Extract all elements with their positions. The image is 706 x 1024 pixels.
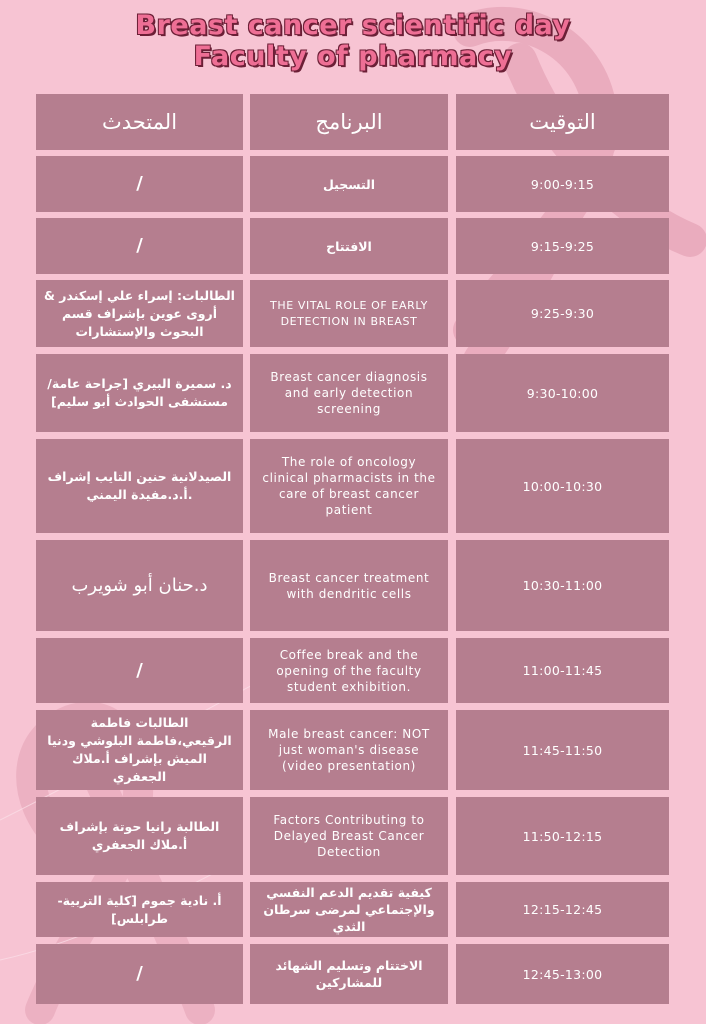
speaker-cell: / [36, 218, 243, 274]
time-cell: 12:15-12:45 [456, 882, 669, 937]
program-cell: كيفية تقديم الدعم النفسي والإجتماعي لمرضى سرطان الثدي [250, 882, 448, 937]
time-cell: 9:25-9:30 [456, 280, 669, 347]
time-cell: 12:45-13:00 [456, 944, 669, 1004]
program-cell: Breast cancer diagnosis and early detection screening [250, 354, 448, 432]
time-cell: 9:30-10:00 [456, 354, 669, 432]
program-cell: الافتتاح [250, 218, 448, 274]
speaker-cell: / [36, 156, 243, 212]
time-cell: 11:00-11:45 [456, 638, 669, 703]
time-cell: 11:45-11:50 [456, 710, 669, 790]
speaker-cell: / [36, 944, 243, 1004]
header-speaker: المتحدث [36, 94, 243, 150]
program-cell: Breast cancer treatment with dendritic cells [250, 540, 448, 631]
speaker-cell: الطالبات: إسراء علي إسكندر & أروى عوين بإشراف قسم البحوث والإستشارات [36, 280, 243, 347]
header-program: البرنامج [250, 94, 448, 150]
speaker-cell: د. سميرة البيري [جراحة عامة/مستشفى الحوادث أبو سليم] [36, 354, 243, 432]
program-cell: الاختتام وتسليم الشهائد للمشاركين [250, 944, 448, 1004]
title-line-2: Faculty of pharmacy [193, 41, 513, 72]
program-cell: THE VITAL ROLE OF EARLY DETECTION IN BREAST [250, 280, 448, 347]
time-cell: 10:00-10:30 [456, 439, 669, 533]
speaker-cell: د.حنان أبو شويرب [36, 540, 243, 631]
speaker-cell: / [36, 638, 243, 703]
title-line-1: Breast cancer scientific day [135, 10, 571, 41]
time-cell: 10:30-11:00 [456, 540, 669, 631]
program-cell: Coffee break and the opening of the faculty student exhibition. [250, 638, 448, 703]
speaker-cell: الطالبة رانيا حوتة بإشراف أ.ملاك الجعفري [36, 797, 243, 875]
speaker-cell: أ. نادية جموم [كلية التربية-طرابلس] [36, 882, 243, 937]
time-cell: 11:50-12:15 [456, 797, 669, 875]
program-cell: The role of oncology clinical pharmacists in the care of breast cancer patient [250, 439, 448, 533]
speaker-cell: الطالبات فاطمة الرقيعي،فاطمة البلوشي ودنيا الميش بإشراف أ.ملاك الجعفري [36, 710, 243, 790]
program-cell: التسجيل [250, 156, 448, 212]
speaker-cell: الصيدلانية حنين التايب إشراف .أ.د.مفيدة اليمني [36, 439, 243, 533]
time-cell: 9:00-9:15 [456, 156, 669, 212]
program-cell: Factors Contributing to Delayed Breast Cancer Detection [250, 797, 448, 875]
time-cell: 9:15-9:25 [456, 218, 669, 274]
program-cell: Male breast cancer: NOT just woman's disease (video presentation) [250, 710, 448, 790]
header-time: التوقيت [456, 94, 669, 150]
